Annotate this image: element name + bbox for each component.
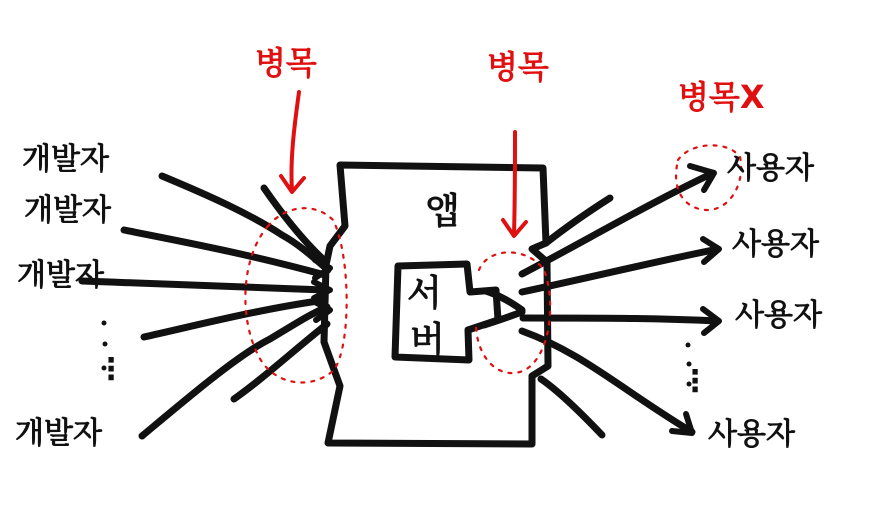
user-ellipsis-dot [686, 343, 691, 348]
user-label: 사용자 [708, 417, 795, 452]
server-spark [541, 379, 602, 435]
developer-ellipsis-dot [103, 342, 108, 347]
developer-label: 개발자 [22, 142, 109, 177]
user-label: 사용자 [727, 151, 814, 186]
user-ellipsis-label: ⋮ [680, 364, 710, 399]
bottleneck-left-marker [291, 92, 299, 190]
user-arrow [523, 318, 718, 321]
developer-arrow [264, 188, 326, 262]
bottleneck-right-label: 병목X [678, 78, 765, 116]
server-spark [486, 291, 522, 310]
server-label-top: 서 [407, 273, 442, 314]
developer-label: 개발자 [17, 258, 104, 293]
developer-ellipsis-dot [102, 321, 107, 326]
developer-arrow [142, 307, 327, 436]
server-label-bottom: 버 [410, 320, 445, 361]
user-label: 사용자 [735, 298, 822, 333]
bottleneck-middle-marker [514, 132, 515, 234]
bottleneck-middle-label: 병목 [487, 48, 549, 86]
server-spark [484, 312, 522, 325]
developer-label: 개발자 [24, 193, 111, 228]
app-label: 앱 [425, 191, 460, 232]
developer-ellipsis-label: ⋮ [96, 352, 126, 387]
developer-label: 개발자 [15, 416, 102, 451]
developer-arrow [124, 230, 325, 275]
developer-arrow [82, 281, 325, 290]
user-label: 사용자 [732, 227, 819, 262]
server-spark [546, 198, 610, 243]
bottleneck-left-label: 병목 [255, 44, 317, 82]
